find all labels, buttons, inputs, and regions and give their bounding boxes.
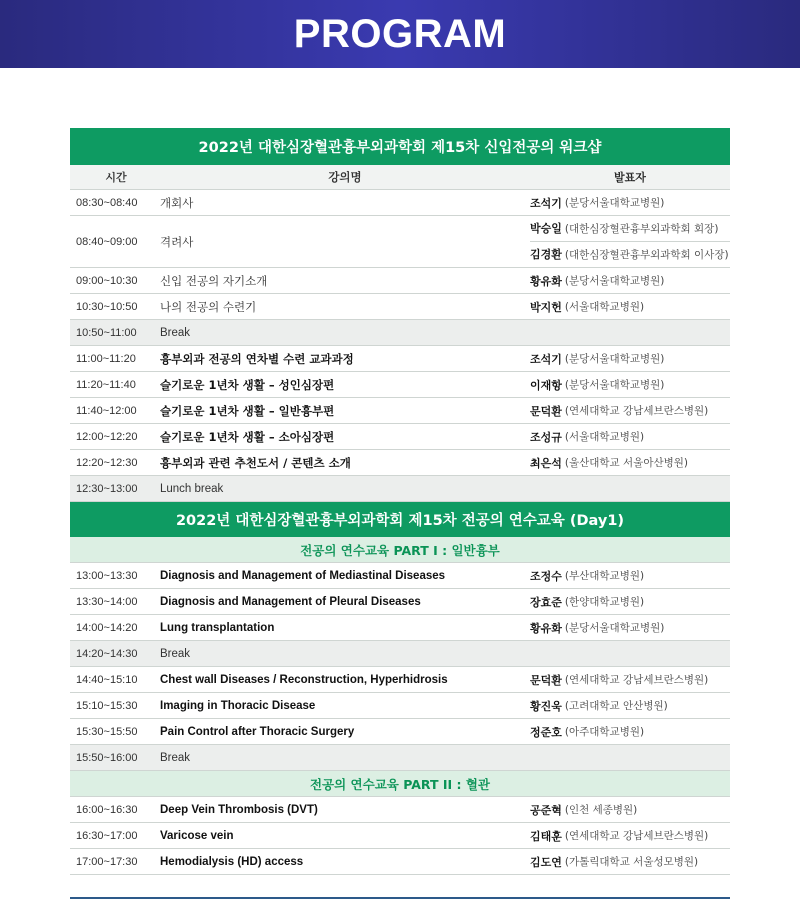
row-time: 15:30~15:50 [76,725,138,738]
row-time: 14:00~14:20 [76,621,138,634]
row-speaker [530,424,730,449]
speaker-affiliation: (대한심장혈관흉부외과학회 이사장) [564,248,729,261]
row-speaker [530,346,730,371]
table-row [70,398,730,424]
row-speaker [530,372,730,397]
row-title: 슬기로운 1년차 생활 – 성인심장편 [160,377,335,392]
speaker-name: 조석기 [530,352,562,366]
row-title: 슬기로운 1년차 생활 – 소아심장편 [160,429,335,444]
row-title: Break [160,751,191,764]
speaker-name: 박지헌 [530,300,562,314]
row-time: 10:50~11:00 [76,326,137,339]
row-time: 14:20~14:30 [76,647,138,660]
row-speaker [530,589,730,614]
row-title: 흉부외과 전공의 연차별 수련 교과과정 [160,351,354,366]
table-row [70,667,730,693]
speaker-affiliation: (서울대학교병원) [564,301,645,313]
row-time: 16:30~17:00 [76,829,138,842]
row-speaker [530,268,730,293]
row-title: Varicose vein [160,829,234,842]
speaker-name: 황유화 [530,621,562,635]
table-row [70,563,730,589]
row-title: Pain Control after Thoracic Surgery [160,725,355,738]
speaker-name: 조석기 [530,196,562,210]
row-speaker [530,294,730,319]
table-row [70,346,730,372]
row-title: Break [160,326,191,339]
speaker-affiliation: (서울대학교병원) [564,431,645,443]
speaker-affiliation: (한양대학교병원) [564,596,645,608]
speaker-affiliation: (아주대학교병원) [564,726,645,738]
table-row [70,450,730,476]
table-row-break [70,320,730,346]
row-time: 12:30~13:00 [76,482,138,495]
row-title: Diagnosis and Management of Pleural Diseases [160,595,421,608]
table-row [70,190,730,216]
row-speaker [530,849,730,874]
speaker-name: 문덕환 [530,673,562,687]
speaker-affiliation: (분당서울대학교병원) [564,379,665,391]
row-time: 11:40~12:00 [76,404,137,417]
row-title: 신입 전공의 자기소개 [160,273,268,288]
row-time: 08:40~09:00 [76,236,138,248]
row-title: Break [160,647,191,660]
row-title: 슬기로운 1년차 생활 – 일반흉부편 [160,403,335,418]
speaker-affiliation: (부산대학교병원) [564,570,645,582]
row-time: 09:00~10:30 [76,274,138,287]
speaker-name: 문덕환 [530,404,562,418]
speaker-name: 조정수 [530,569,562,583]
header-banner [0,0,800,68]
row-title: 개회사 [160,195,194,210]
row-title: Lung transplantation [160,621,275,634]
row-title: Deep Vein Thrombosis (DVT) [160,803,318,816]
speaker-name: 정준호 [530,725,562,739]
row-time: 14:40~15:10 [76,673,138,686]
column-header-title: 강의명 [328,170,362,184]
row-time: 10:30~10:50 [76,300,138,313]
table-row-break [70,476,730,502]
program-table [70,128,730,875]
speaker-name: 황유화 [530,274,562,288]
row-time: 13:30~14:00 [76,595,138,608]
speaker-affiliation: (고려대학교 안산병원) [564,700,668,712]
table-row [70,797,730,823]
speaker-affiliation: (연세대학교 강남세브란스병원) [564,830,709,842]
row-title: 격려사 [160,235,194,249]
table-row-break [70,745,730,771]
speaker-affiliation: (분당서울대학교병원) [564,622,665,634]
row-time: 16:00~16:30 [76,803,138,816]
row-title: Diagnosis and Management of Mediastinal Diseases [160,569,446,582]
speaker-stack [530,216,730,267]
row-speaker [530,216,730,242]
row-speaker [530,450,730,475]
row-time: 08:30~08:40 [76,196,138,209]
column-header-row [70,165,730,190]
row-speaker [530,719,730,744]
row-title: Lunch break [160,482,224,495]
table-row [70,615,730,641]
row-speaker [530,693,730,718]
row-time: 15:50~16:00 [76,751,138,764]
table-row [70,268,730,294]
row-time: 11:00~11:20 [76,352,136,365]
speaker-name: 이재항 [530,378,562,392]
table-row-break [70,641,730,667]
row-speaker [530,242,730,267]
table-row [70,823,730,849]
speaker-name: 황진욱 [530,699,562,713]
part1-title-bar: 전공의 연수교육 PART I : 일반흉부 [70,537,730,563]
row-time: 11:20~11:40 [76,378,136,391]
table-row [70,589,730,615]
speaker-name: 최은석 [530,456,562,470]
table-row [70,372,730,398]
row-speaker [530,823,730,848]
row-title: 나의 전공의 수련기 [160,299,257,314]
row-time: 13:00~13:30 [76,569,138,582]
speaker-name: 조성규 [530,430,562,444]
speaker-affiliation: (인천 세종병원) [564,804,638,816]
row-speaker [530,398,730,423]
table-row [70,849,730,875]
section1-title-bar: 2022년 대한심장혈관흉부외과학회 제15차 신입전공의 워크샵 [70,128,730,165]
row-speaker [530,667,730,692]
row-title: Chest wall Diseases / Reconstruction, Hyperhidrosis [160,673,448,686]
speaker-affiliation: (대한심장혈관흉부외과학회 회장) [564,222,719,235]
column-header-speaker: 발표자 [614,171,646,184]
row-title: Imaging in Thoracic Disease [160,699,316,712]
speaker-affiliation: (연세대학교 강남세브란스병원) [564,405,709,417]
section2-title-bar: 2022년 대한심장혈관흉부외과학회 제15차 전공의 연수교육 (Day1) [70,502,730,537]
speaker-name: 장효준 [530,595,562,609]
speaker-name: 김도연 [530,855,562,869]
speaker-affiliation: (가톨릭대학교 서울성모병원) [564,856,699,868]
row-speaker [530,190,730,215]
speaker-affiliation: (분당서울대학교병원) [564,197,665,209]
table-row [70,424,730,450]
row-speaker [530,563,730,588]
row-speaker [530,797,730,822]
speaker-name: 박승일 [530,222,562,236]
table-row-merged [70,216,730,268]
page-title: PROGRAM [293,11,507,56]
row-time: 12:20~12:30 [76,456,138,469]
speaker-affiliation: (연세대학교 강남세브란스병원) [564,674,709,686]
speaker-affiliation: (분당서울대학교병원) [564,275,665,287]
table-row [70,294,730,320]
row-time: 12:00~12:20 [76,430,138,443]
speaker-name: 김경환 [530,248,562,262]
column-header-time: 시간 [105,172,127,184]
row-speaker [530,615,730,640]
row-time: 15:10~15:30 [76,699,138,712]
row-time: 17:00~17:30 [76,855,138,868]
row-title: Hemodialysis (HD) access [160,855,304,868]
speaker-affiliation: (분당서울대학교병원) [564,353,665,365]
speaker-name: 김태훈 [530,829,562,843]
speaker-affiliation: (울산대학교 서울아산병원) [564,457,688,469]
table-row [70,693,730,719]
speaker-name: 공준혁 [530,803,562,817]
table-row [70,719,730,745]
part2-title-bar: 전공의 연수교육 PART II : 혈관 [70,771,730,797]
row-title: 흉부외과 관련 추천도서 / 콘텐츠 소개 [160,455,351,470]
